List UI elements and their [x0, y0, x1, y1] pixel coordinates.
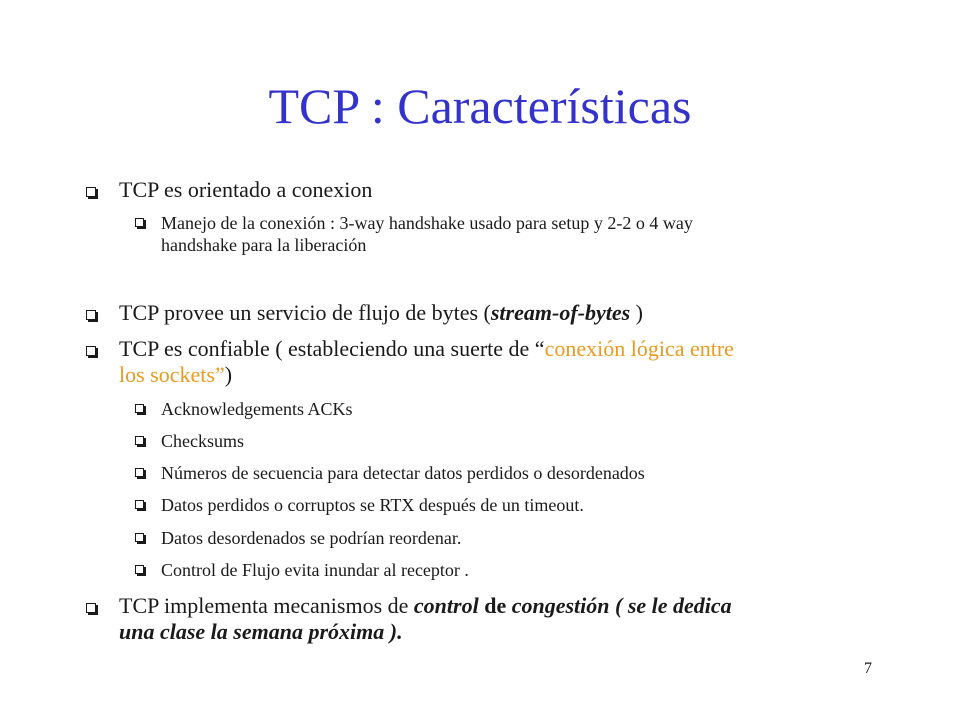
subbullet-flow-control [135, 559, 469, 581]
square-bullet-icon [135, 404, 144, 413]
highlight-sockets: los sockets” [119, 362, 225, 387]
square-bullet-icon [135, 468, 144, 477]
subbullet-text: Acknowledgements ACKs [161, 399, 353, 419]
subbullet-text: Manejo de la conexión : 3-way handshake usado para setup y 2-2 o 4 way handshake para la liberación [161, 213, 693, 255]
subbullet-text: Números de secuencia para detectar datos perdidos o desordenados [161, 463, 645, 483]
square-bullet-icon [86, 603, 96, 613]
square-bullet-icon [86, 346, 96, 356]
subbullet-sequence-numbers [135, 462, 645, 484]
subbullet-text: Checksums [161, 431, 244, 451]
square-bullet-icon [86, 310, 96, 320]
square-bullet-icon [86, 187, 96, 197]
subbullet-text: Datos desordenados se podrían reordenar. [161, 528, 462, 548]
bullet-reliable [86, 336, 734, 388]
subbullet-acks [135, 398, 352, 420]
page-number: 7 [864, 660, 872, 677]
bullet-text: TCP implementa mecanismos de control de congestión ( se le dedica una clase la semana próxima ). [119, 593, 732, 644]
subbullet-reorder [135, 527, 461, 549]
square-bullet-icon [135, 218, 144, 227]
highlight-logical-connection: conexión lógica entre [544, 336, 734, 361]
subbullet-text: Datos perdidos o corruptos se RTX después de un timeout. [161, 495, 584, 515]
bullet-text: TCP provee un servicio de flujo de bytes (stream-of-bytes ) [119, 300, 643, 325]
subbullet-text: Control de Flujo evita inundar al receptor . [161, 560, 469, 580]
slide-title: TCP : Características [268, 78, 692, 134]
square-bullet-icon [135, 565, 144, 574]
bullet-text: TCP es confiable ( estableciendo una suerte de “conexión lógica entre los sockets”) [119, 336, 734, 387]
square-bullet-icon [135, 436, 144, 445]
subbullet-rtx [135, 494, 584, 516]
bullet-connection-oriented [86, 177, 372, 203]
bullet-byte-stream [86, 300, 643, 326]
bullet-congestion-control [86, 593, 732, 645]
square-bullet-icon [135, 533, 144, 542]
subbullet-checksums [135, 430, 244, 452]
emphasis-stream-of-bytes: stream-of-bytes [490, 300, 631, 325]
square-bullet-icon [135, 500, 144, 509]
subbullet-handshake [135, 212, 693, 256]
bullet-text: TCP es orientado a conexion [119, 177, 373, 202]
